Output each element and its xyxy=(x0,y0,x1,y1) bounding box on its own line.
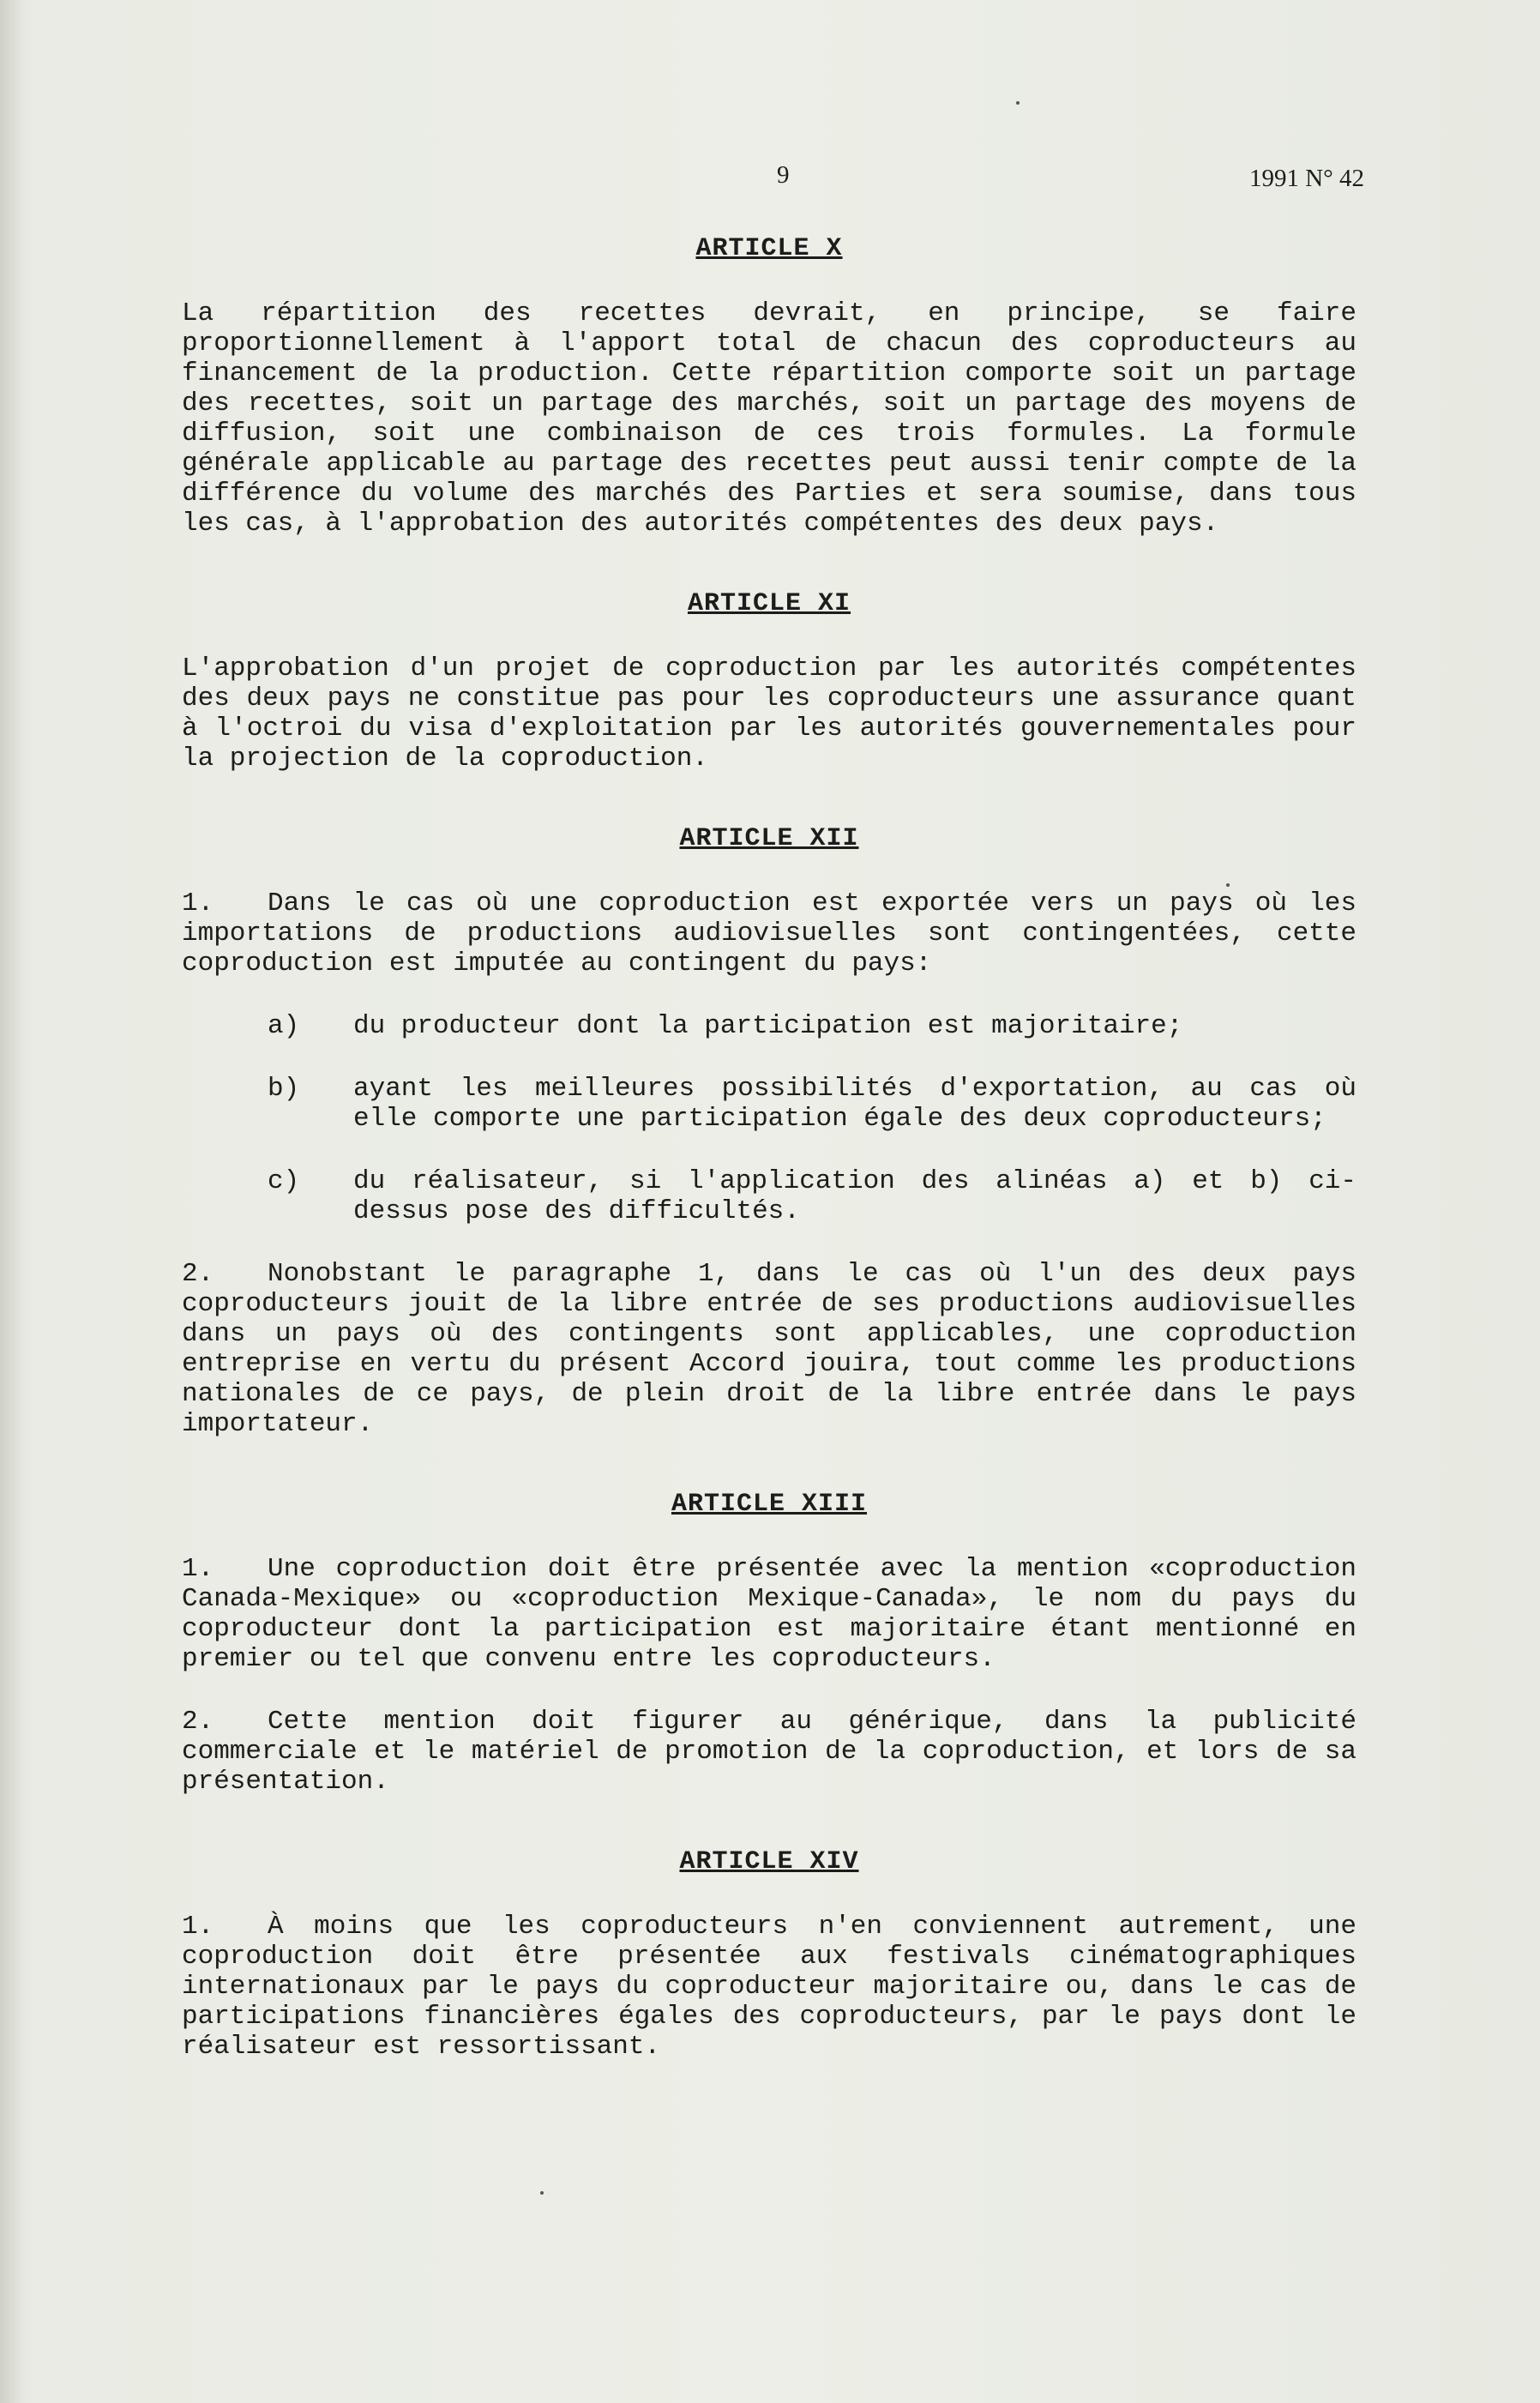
paper-speck xyxy=(1226,883,1230,887)
sub-item-label: a) xyxy=(268,1011,300,1041)
clause-text: Cette mention doit figurer au générique, dans la publicité commerciale et le matériel de promotion de la coproduction, et lors de sa présentation. xyxy=(182,1707,1357,1797)
clause-text: Une coproduction doit être présentée avec la mention «coproduction Canada-Mexique» ou «coproduction Mexique-Canada», le nom du pays du coproducteur dont la participation est majoritaire étant mentionné en premier ou tel que convenu entre les coproducteurs. xyxy=(182,1554,1357,1674)
clause-number: 1. xyxy=(182,1554,214,1584)
section-spacer xyxy=(182,774,1357,823)
clause-number: 2. xyxy=(182,1259,214,1289)
sub-item xyxy=(182,1166,1357,1226)
numbered-clause xyxy=(182,1707,1357,1797)
clause-text: Nonobstant le paragraphe 1, dans le cas où l'un des deux pays coproducteurs jouit de la libre entrée de ses productions audiovisuelles dans un pays où des contingents sont applicables, une coproduction entreprise en vertu du présent Accord jouira, tout comme les productions nationales de ce pays, de plein droit de la libre entrée dans le pays importateur. xyxy=(182,1259,1357,1439)
article-xi xyxy=(182,588,1357,774)
numbered-clause xyxy=(182,1554,1357,1674)
clause-text: Dans le cas où une coproduction est exportée vers un pays où les importations de productions audiovisuelles sont contingentées, cette coproduction est imputée au contingent du pays: xyxy=(182,888,1357,979)
numbered-clause xyxy=(182,1259,1357,1439)
clause-number: 1. xyxy=(182,888,214,918)
sub-item-text: du réalisateur, si l'application des alinéas a) et b) ci-dessus pose des difficultés. xyxy=(353,1166,1357,1226)
sub-item-text: ayant les meilleures possibilités d'exportation, au cas où elle comporte une participation égale des deux coproducteurs; xyxy=(353,1074,1357,1134)
section-spacer xyxy=(182,539,1357,588)
clause-text: À moins que les coproducteurs n'en conviennent autrement, une coproduction doit être présentée aux festivals cinématographiques internationaux par le pays du coproducteur majoritaire ou, dans le cas de participations financières égales des coproducteurs, par le pays dont le réalisateur est ressortissant. xyxy=(182,1912,1357,2062)
document-body xyxy=(182,233,1357,2062)
article-x xyxy=(182,233,1357,539)
sub-item-text: du producteur dont la participation est majoritaire; xyxy=(353,1011,1183,1041)
article-heading: ARTICLE XI xyxy=(687,589,851,618)
article-heading: ARTICLE XIII xyxy=(671,1490,868,1519)
numbered-clause xyxy=(182,888,1357,979)
article-xii xyxy=(182,823,1357,1439)
sub-item xyxy=(182,1011,1357,1041)
section-spacer xyxy=(182,1797,1357,1846)
article-paragraph: La répartition des recettes devrait, en principe, se faire proportionnellement à l'apport total de chacun des coproducteurs au financement de la production. Cette répartition comporte soit un partage des recettes, soit un partage des marchés, soit un partage des moyens de diffusion, soit une combinaison de ces trois formules. La formule générale applicable au partage des recettes peut aussi tenir compte de la différence du volume des marchés des Parties et sera soumise, dans tous les cas, à l'approbation des autorités compétentes des deux pays. xyxy=(182,298,1357,539)
document-reference: 1991 N° 42 xyxy=(1248,165,1364,192)
clause-number: 1. xyxy=(182,1912,214,1942)
article-heading: ARTICLE X xyxy=(695,234,843,263)
sub-item-label: c) xyxy=(268,1166,300,1196)
article-xiv xyxy=(182,1846,1357,2062)
sub-item xyxy=(182,1074,1357,1134)
article-xiii xyxy=(182,1489,1357,1797)
article-heading: ARTICLE XII xyxy=(679,824,859,853)
article-heading: ARTICLE XIV xyxy=(679,1847,859,1876)
paper-speck xyxy=(1016,101,1020,105)
section-spacer xyxy=(182,1439,1357,1489)
numbered-clause xyxy=(182,1912,1357,2062)
paper-speck xyxy=(540,2191,544,2195)
clause-number: 2. xyxy=(182,1707,214,1737)
sub-item-label: b) xyxy=(268,1074,300,1104)
page-binding-shadow xyxy=(0,0,22,2403)
page-number: 9 xyxy=(777,161,790,189)
page-header xyxy=(0,161,1540,196)
article-paragraph: L'approbation d'un projet de coproduction par les autorités compétentes des deux pays ne constitue pas pour les coproducteurs une assurance quant à l'octroi du visa d'exploitation par les autorités gouvernementales pour la projection de la coproduction. xyxy=(182,653,1357,774)
